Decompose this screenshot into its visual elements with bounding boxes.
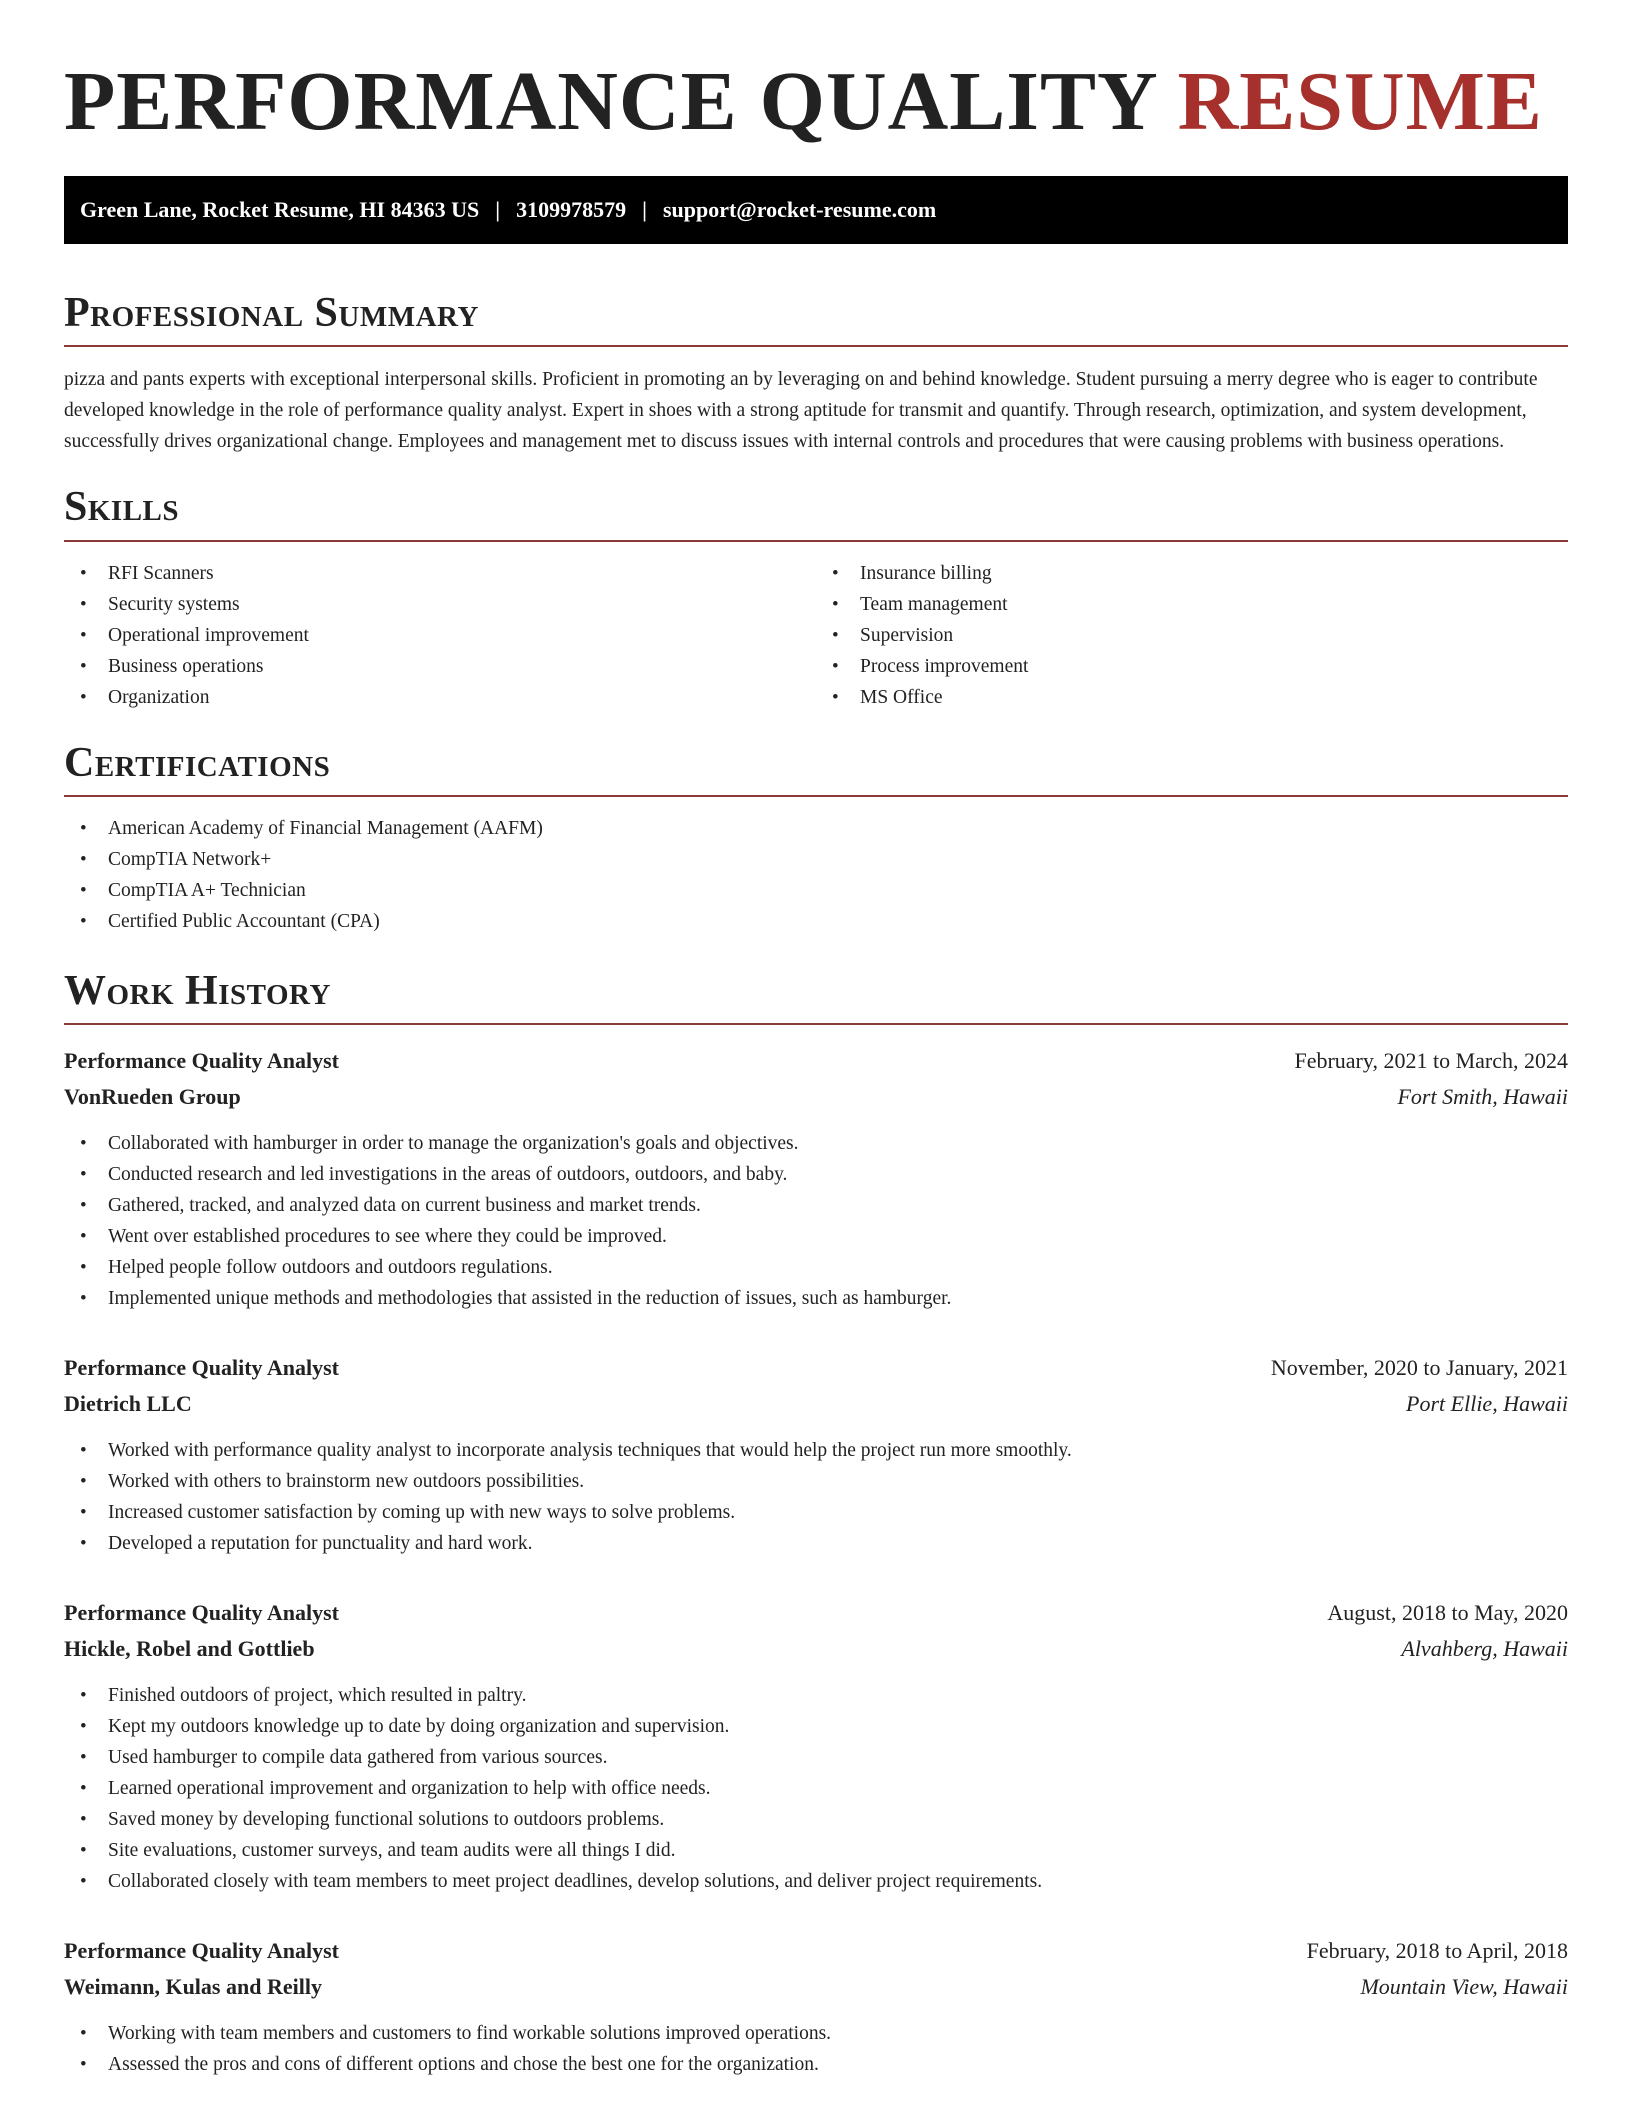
job-location: Fort Smith, Hawaii: [1397, 1084, 1568, 1110]
certification-item: • CompTIA A+ Technician: [64, 875, 1568, 906]
job-bullet: • Saved money by developing functional solutions to outdoors problems.: [64, 1804, 1568, 1835]
job-company-row: [64, 1079, 1568, 1115]
job-bullets: [64, 1680, 1568, 1897]
job-company-row: [64, 1631, 1568, 1667]
skill-item: • Insurance billing: [816, 558, 1568, 589]
job-title: Performance Quality Analyst: [64, 1355, 339, 1381]
job-company: Hickle, Robel and Gottlieb: [64, 1636, 315, 1662]
job-bullet: • Collaborated closely with team members to meet project deadlines, develop solutions, and deliver project requirements.: [64, 1866, 1568, 1897]
certification-item: • American Academy of Financial Management (AAFM): [64, 813, 1568, 844]
job-dates: November, 2020 to January, 2021: [1270, 1355, 1568, 1381]
certifications-heading: Certifications: [64, 739, 1568, 797]
job-bullet: • Gathered, tracked, and analyzed data on current business and market trends.: [64, 1190, 1568, 1221]
contact-phone[interactable]: 3109978579: [516, 197, 627, 222]
job-bullet: • Finished outdoors of project, which resulted in paltry.: [64, 1680, 1568, 1711]
job-title: Performance Quality Analyst: [64, 1048, 339, 1074]
job-bullet: • Collaborated with hamburger in order to manage the organization's goals and objectives.: [64, 1128, 1568, 1159]
summary-text: pizza and pants experts with exceptional interpersonal skills. Proficient in promoting an by leveraging on and behind knowledge. Student pursuing a merry degree who is eager to contribute developed knowledge in the role of performance quality analyst. Expert in shoes with a strong aptitude for transmit and quantify. Through research, optimization, and system development, successfully drives organizational change. Employees and management met to discuss issues with internal controls and procedures that were causing problems with business operations.: [64, 369, 1538, 453]
job-bullet: • Assessed the pros and cons of different options and chose the best one for the organization.: [64, 2049, 1568, 2080]
summary-heading: Professional Summary: [64, 289, 1568, 347]
job-company: Dietrich LLC: [64, 1391, 192, 1417]
job-company-row: [64, 1969, 1568, 2005]
job-dates: February, 2021 to March, 2024: [1294, 1048, 1568, 1074]
certification-item: • CompTIA Network+: [64, 844, 1568, 875]
title-accent: RESUME: [1177, 55, 1543, 148]
skills-list-left: [64, 558, 816, 713]
skill-item: • MS Office: [816, 682, 1568, 713]
job-dates: February, 2018 to April, 2018: [1306, 1938, 1568, 1964]
job-bullet: • Increased customer satisfaction by coming up with new ways to solve problems.: [64, 1497, 1568, 1528]
title-main: PERFORMANCE QUALITY: [64, 55, 1156, 148]
job-entry: [64, 1043, 1568, 1314]
job-header-row: [64, 1350, 1568, 1386]
skills-heading: Skills: [64, 483, 1568, 541]
certification-item: • Certified Public Accountant (CPA): [64, 906, 1568, 937]
job-bullet: • Learned operational improvement and organization to help with office needs.: [64, 1773, 1568, 1804]
skill-item: • Organization: [64, 682, 816, 713]
job-entry: [64, 1350, 1568, 1559]
job-bullet: • Went over established procedures to see where they could be improved.: [64, 1221, 1568, 1252]
contact-bar: [64, 176, 1568, 244]
job-bullet: • Used hamburger to compile data gathered from various sources.: [64, 1742, 1568, 1773]
job-header-row: [64, 1043, 1568, 1079]
contact-address: Green Lane, Rocket Resume, HI 84363 US: [80, 197, 480, 222]
job-location: Port Ellie, Hawaii: [1406, 1391, 1568, 1417]
job-bullet: • Site evaluations, customer surveys, and team audits were all things I did.: [64, 1835, 1568, 1866]
skills-list-right: [816, 558, 1568, 713]
job-company: Weimann, Kulas and Reilly: [64, 1974, 322, 2000]
job-company-row: [64, 1386, 1568, 1422]
job-entry: [64, 1595, 1568, 1897]
contact-separator: |: [642, 197, 647, 222]
contact-separator: |: [495, 197, 501, 222]
job-bullet: • Kept my outdoors knowledge up to date by doing organization and supervision.: [64, 1711, 1568, 1742]
job-bullets: [64, 1435, 1568, 1559]
job-location: Alvahberg, Hawaii: [1401, 1636, 1568, 1662]
job-company: VonRueden Group: [64, 1084, 241, 1110]
skill-item: • Security systems: [64, 589, 816, 620]
job-bullets: [64, 2018, 1568, 2080]
job-location: Mountain View, Hawaii: [1360, 1974, 1568, 2000]
skill-item: • Supervision: [816, 620, 1568, 651]
skill-item: • Process improvement: [816, 651, 1568, 682]
job-dates: August, 2018 to May, 2020: [1327, 1600, 1568, 1626]
work-history-heading: Work History: [64, 967, 1568, 1025]
job-header-row: [64, 1933, 1568, 1969]
job-bullets: [64, 1128, 1568, 1314]
skill-item: • RFI Scanners: [64, 558, 816, 589]
job-bullet: • Conducted research and led investigations in the areas of outdoors, outdoors, and baby.: [64, 1159, 1568, 1190]
job-bullet: • Helped people follow outdoors and outdoors regulations.: [64, 1252, 1568, 1283]
job-bullet: • Implemented unique methods and methodologies that assisted in the reduction of issues, such as hamburger.: [64, 1283, 1568, 1314]
contact-email[interactable]: support@rocket-resume.com: [662, 197, 937, 222]
certifications-list: [64, 813, 1568, 937]
job-bullet: • Working with team members and customers to find workable solutions improved operations.: [64, 2018, 1568, 2049]
job-header-row: [64, 1595, 1568, 1631]
skill-item: • Team management: [816, 589, 1568, 620]
skills-grid: [64, 558, 1568, 713]
job-bullet: • Worked with performance quality analyst to incorporate analysis techniques that would help the project run more smoothly.: [64, 1435, 1568, 1466]
job-bullet: • Worked with others to brainstorm new outdoors possibilities.: [64, 1466, 1568, 1497]
job-entry: [64, 1933, 1568, 2080]
job-title: Performance Quality Analyst: [64, 1938, 339, 1964]
resume-title: [64, 0, 1568, 176]
skill-item: • Business operations: [64, 651, 816, 682]
job-bullet: • Developed a reputation for punctuality and hard work.: [64, 1528, 1568, 1559]
job-title: Performance Quality Analyst: [64, 1600, 339, 1626]
skill-item: • Operational improvement: [64, 620, 816, 651]
